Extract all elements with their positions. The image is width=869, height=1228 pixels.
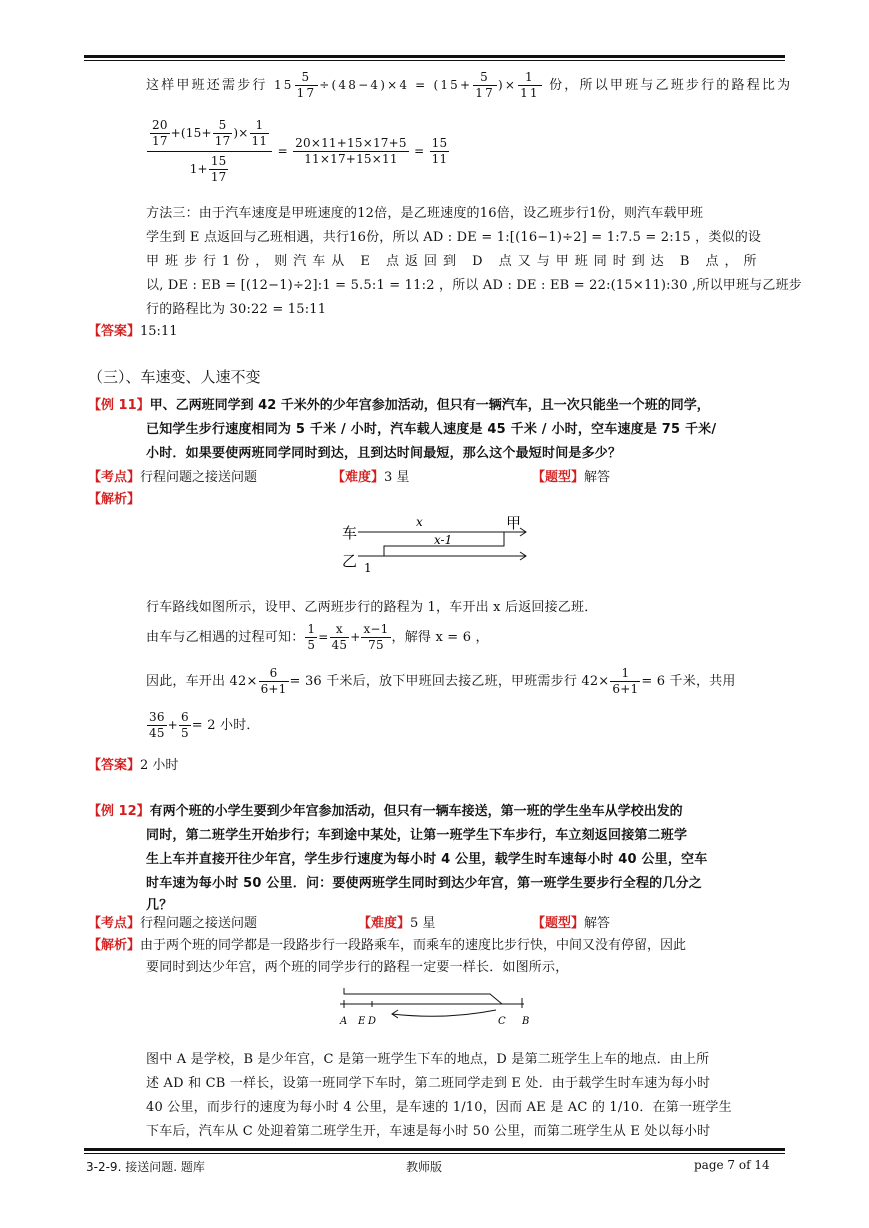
method3-line-1: 方法三：由于汽车速度是甲班速度的12倍，是乙班速度的16倍，设乙班步行1份，则汽车载甲班 bbox=[146, 206, 704, 221]
fraction: $\frac{15}{11}$ bbox=[431, 136, 448, 166]
ex12-para-line-4: 下车后，汽车从 C 处迎着第二班学生开，车速是每小时 50 公里，而第二班学生从 E 处以每小时 bbox=[146, 1124, 711, 1139]
ex11-question-line-1: 【例 11】甲、乙两班同学到 42 千米外的少年宫参加活动，但只有一辆汽车，且一次只能坐一个班的同学， bbox=[88, 398, 710, 413]
header-rule-thin bbox=[84, 60, 785, 61]
ex12-question-line-3: 生上车并直接开往少年宫，学生步行速度为每小时 4 公里，载学生时车速每小时 40 公里，空车 bbox=[146, 852, 708, 867]
method3-line-2: 学生到 E 点返回与乙班相遇，共行16份，所以 AD : DE = 1:[(16−1)÷2] = 1:7.5 = 2:15 ，类似的设 bbox=[146, 230, 762, 245]
ratio-formula: $\frac{20}{17}$ +(15+ $\frac{5}{17}$ )× $\frac{1}{11}$ 1+ $\frac{15}{17}$ = $\frac{20\times 11+15\times 17+5}{11\times 17+15\times 11}$ = $\frac{15}{11}$ bbox=[146, 118, 450, 185]
label-a: A bbox=[340, 1016, 348, 1027]
fraction: $\frac{5}{17}$ bbox=[296, 70, 317, 100]
label-x: x bbox=[416, 515, 423, 529]
ex12-question-line-5: 几？ bbox=[146, 898, 173, 913]
section-3-title: （三）、车速变、人速不变 bbox=[88, 368, 261, 386]
footer-rule-thick bbox=[84, 1148, 785, 1151]
label-jia: 甲 bbox=[506, 514, 522, 532]
label-x-minus-1: x-1 bbox=[434, 533, 453, 547]
footer-page-number: page 7 of 14 bbox=[694, 1158, 770, 1172]
footer-edition: 教师版 bbox=[406, 1160, 443, 1174]
ex11-step-3: 因此，车开出 42× $\frac{6}{6+1}$ = 36 千米后，放下甲班回去接乙班，甲班需步行 42× $\frac{1}{6+1}$ = 6 千米，共用 bbox=[146, 666, 736, 696]
footer-doc-name: 3-2-9. 接送问题. 题库 bbox=[86, 1160, 205, 1174]
ex11-analysis-tag: 【解析】 bbox=[88, 492, 141, 507]
ex12-analysis-line-1: 【解析】由于两个班的同学都是一段路步行一段路乘车，而乘车的速度比步行快，中间又没有停留，因此 bbox=[88, 938, 687, 953]
ex11-meta: 【考点】行程问题之接送问题 【难度】3 星 【题型】解答 bbox=[88, 470, 611, 485]
ex12-question-line-1: 【例 12】有两个班的小学生要到少年宫参加活动，但只有一辆车接送，第一班的学生坐车从学校出发的 bbox=[88, 804, 683, 819]
ex12-para-line-2: 述 AD 和 CB 一样长，设第一班同学下车时，第二班同学走到 E 处．由于载学生时车速为每小时 bbox=[146, 1076, 711, 1091]
ex11-step-1: 行车路线如图所示，设甲、乙两班步行的路程为 1，车开出 x 后返回接乙班． bbox=[146, 600, 598, 615]
ex11-route-diagram bbox=[330, 510, 550, 580]
label-one: 1 bbox=[364, 561, 372, 575]
ex12-meta: 【考点】行程问题之接送问题 【难度】5 星 【题型】解答 bbox=[88, 916, 611, 931]
ex12-para-line-3: 40 公里，而步行的速度为每小时 4 公里，是车速的 1/10，因而 AE 是 AC 的 1/10．在第一班学生 bbox=[146, 1100, 732, 1115]
ex11-step-2: 由车与乙相遇的过程可知： $\frac{1}{5}$ = $\frac{x}{45}$ + $\frac{x-1}{75}$ ，解得 x = 6 ， bbox=[146, 622, 489, 652]
method3-line-5: 行的路程比为 30:22 = 15:11 bbox=[146, 302, 327, 317]
ex12-route-diagram bbox=[336, 984, 536, 1030]
label-car: 车 bbox=[342, 524, 358, 542]
ex12-question-line-2: 同时，第二班学生开始步行；车到途中某处，让第一班学生下车步行，车立刻返回接第二班学 bbox=[146, 828, 688, 843]
ex11-question-line-2: 已知学生步行速度相同为 5 千米 / 小时，汽车载人速度是 45 千米 / 小时，空车速度是 75 千米/ bbox=[146, 422, 717, 437]
label-d: D bbox=[368, 1016, 377, 1027]
fraction: $\frac{1}{11}$ bbox=[520, 70, 540, 100]
label-b: B bbox=[522, 1016, 530, 1027]
fraction: $\frac{5}{17}$ bbox=[475, 70, 495, 100]
label-e: E bbox=[358, 1016, 366, 1027]
fraction: $\frac{20\times 11+15\times 17+5}{11\times 17+15\times 11}$ bbox=[295, 136, 407, 166]
ex11-answer-row: 【答案】2 小时 bbox=[88, 758, 179, 773]
label-yi: 乙 bbox=[342, 552, 358, 570]
header-rule-thick bbox=[84, 55, 785, 58]
ex11-step-4: $\frac{36}{45}$ + $\frac{6}{5}$ = 2 小时． bbox=[149, 710, 260, 740]
ex12-question-line-4: 时车速为每小时 50 公里．问：要使两班学生同时到达少年宫，第一班学生要步行全程的几分之 bbox=[146, 876, 702, 891]
big-fraction: $\frac{20}{17}$ +(15+ $\frac{5}{17}$ )× $\frac{1}{11}$ 1+ $\frac{15}{17}$ bbox=[147, 118, 272, 185]
ex12-analysis-line-2: 要同时到达少年宫，两个班的同学步行的路程一定要一样长．如图所示， bbox=[146, 960, 569, 975]
answer-row-1: 【答案】15:11 bbox=[88, 324, 178, 339]
method3-line-4: 以, DE : EB = [(12−1)÷2]:1 = 5.5:1 = 11:2 ，所以 AD : DE : EB = 22:(15×11):30 ,所以甲班与乙班步 bbox=[146, 278, 802, 293]
ex11-question-line-3: 小时．如果要使两班同学同时到达，且到达时间最短，那么这个最短时间是多少？ bbox=[146, 446, 622, 461]
method3-line-3: 甲班步行1份，则汽车从 E 点返回到 D 点又与甲班同时到达 B 点，所 bbox=[146, 254, 763, 269]
label-c: C bbox=[498, 1016, 506, 1027]
ex12-para-line-1: 图中 A 是学校，B 是少年宫，C 是第一班学生下车的地点，D 是第二班学生上车的地点．由上所 bbox=[146, 1052, 710, 1067]
footer-rule-thin bbox=[84, 1153, 785, 1154]
top-line-1: 这样甲班还需步行 15 $\frac{5}{17}$ ÷(48−4)×4 = (15+ $\frac{5}{17}$ )× $\frac{1}{11}$ 份，所以甲班与乙班步行的路程比为 bbox=[146, 70, 793, 100]
